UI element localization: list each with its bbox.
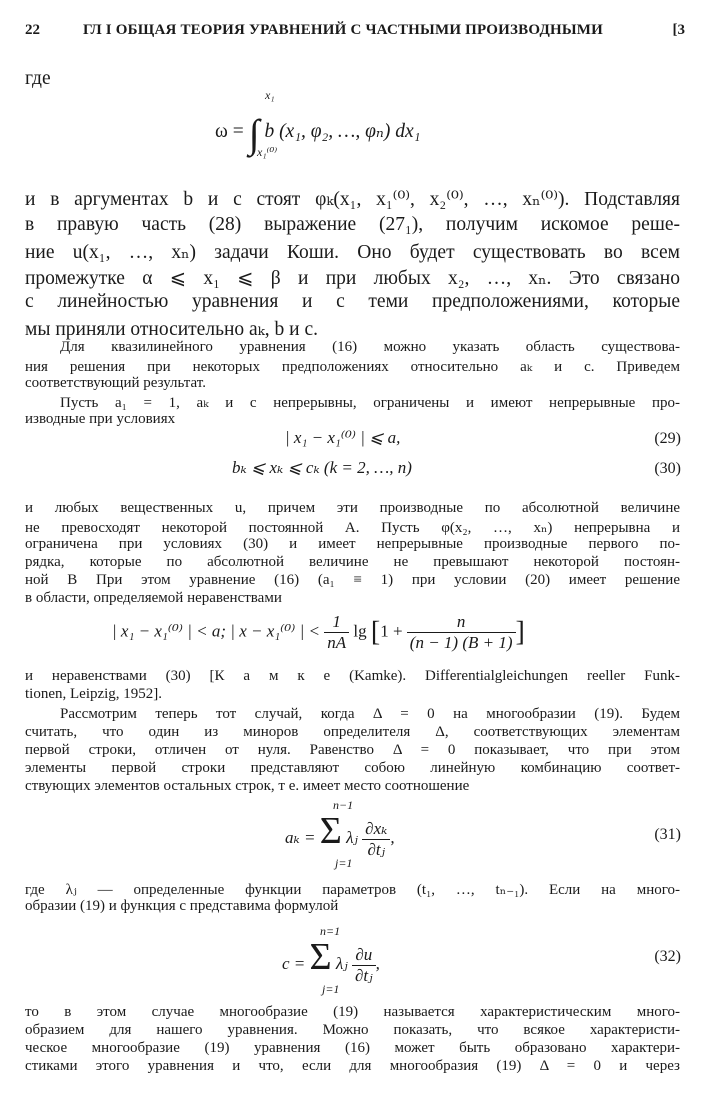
para4-line4: рядка, которые по абсолютной величине не превышают некоторой постоян-	[25, 554, 680, 570]
para1-line6: мы приняли относительно aₖ, b и c.	[25, 319, 319, 340]
para8-line1: то в этом случае многообразие (19) называется характеристическим много-	[25, 1004, 680, 1020]
summation-sign: Σ	[309, 936, 332, 978]
equation-32-number: (32)	[654, 948, 681, 965]
left-bracket: [	[370, 616, 381, 648]
para3-line1: Пусть a₁ = 1, aₖ и c непрерывны, ограничены и имеют непрерывные про-	[60, 395, 680, 411]
para1-line1: и в аргументах b и c стоят φₖ(x₁, x₁⁽⁰⁾, x₂⁽⁰⁾, …, xₙ⁽⁰⁾). Подставляя	[25, 189, 680, 210]
eq32-sum-upper: n=1	[320, 924, 341, 938]
eq31-comma: ,	[390, 828, 395, 847]
para8-line3: ческое многообразие (19) уравнения (16) может быть образовано характери-	[25, 1040, 680, 1056]
one-plus: 1 +	[380, 621, 403, 641]
eq32-derivative	[352, 945, 376, 986]
para7-line1: где λⱼ — определенные функции параметров (t₁, …, tₙ₋₁). Если на много-	[25, 882, 680, 898]
para6-line1: Рассмотрим теперь тот случай, когда Δ = 0 на многообразии (19). Будем	[60, 706, 680, 722]
para4-line3: ограничена при условиях (30) и имеет непрерывные производные первого по-	[25, 536, 680, 552]
para4-line6: в области, определяемой неравенствами	[25, 590, 282, 606]
eq32-derivative-num: ∂u	[352, 945, 376, 966]
para2-line1: Для квазилинейного уравнения (16) можно указать область существова-	[60, 339, 680, 355]
section-number: [3	[672, 22, 685, 38]
omega-body: b (x₁, φ₂, …, φₙ) dx₁	[264, 121, 421, 142]
para6-line2: считать, что один из миноров определителя Δ, соответствующих элементам	[25, 724, 680, 740]
eq32-comma: ,	[375, 954, 380, 973]
para8-line2: образием для нашего уравнения. Можно показать, что всякое характеристи-	[25, 1022, 680, 1038]
equation-31	[285, 798, 395, 870]
para3-line2: изводные при условиях	[25, 411, 176, 427]
eq32-derivative-den: ∂tⱼ	[355, 965, 373, 985]
omega-lhs: ω =	[215, 121, 244, 142]
para2-line2: ния решения при некоторых предположениях относительно aₖ и c. Приведем	[25, 359, 680, 375]
para7-line2: образии (19) и функция c представима формулой	[25, 898, 339, 914]
summation-sign: Σ	[319, 810, 342, 852]
fraction-denominator-expr: (n − 1) (B + 1)	[409, 633, 513, 652]
eq31-derivative	[362, 819, 390, 860]
eq32-sum-lower: j=1	[322, 982, 340, 996]
right-bracket: ]	[515, 616, 525, 648]
para6-line3: первой строки, отличен от нуля. Равенство Δ = 0 показывает, что при этом	[25, 742, 680, 758]
eq32-lhs: c =	[282, 954, 306, 973]
equation-omega	[215, 88, 421, 159]
integral-sign: ∫	[248, 111, 260, 156]
para6-line4: элементы первой строки представляют собою линейную комбинацию соответ-	[25, 760, 680, 776]
equation-region	[112, 612, 525, 653]
region-inequalities: | x₁ − x₁⁽⁰⁾ | < a; | x − x₁⁽⁰⁾ | <	[112, 621, 320, 641]
eq31-derivative-den: ∂tⱼ	[367, 839, 386, 859]
para1-line4: промежутке α ⩽ x₁ ⩽ β и при любых x₂, …, xₙ. Это связано	[25, 268, 680, 289]
para1-line2: в правую часть (28) выражение (27₁), получим искомое реше-	[25, 214, 680, 235]
para4-line5: ной B При этом уравнение (16) (a₁ ≡ 1) при условии (20) имеет решение	[25, 572, 680, 588]
para4-line2: не превосходят некоторой постоянной A. Пусть φ(x₂, …, xₙ) непрерывна и	[25, 520, 680, 536]
equation-32	[282, 924, 380, 996]
eq31-lambda: λⱼ	[346, 828, 358, 847]
equation-29: | x₁ − x₁⁽⁰⁾ | ⩽ a,	[285, 428, 401, 447]
fraction-n-over-expr	[407, 612, 516, 653]
eq31-derivative-num: ∂xₖ	[362, 819, 390, 840]
equation-30: bₖ ⩽ xₖ ⩽ cₖ (k = 2, …, n)	[232, 458, 412, 477]
para4-line1: и любых вещественных u, причем эти производные по абсолютной величине	[25, 500, 680, 516]
equation-30-number: (30)	[654, 460, 681, 477]
para6-line5: ствующих элементов остальных строк, т е. имеет место соотношение	[25, 778, 470, 794]
para5-line2: tionen, Leipzig, 1952].	[25, 686, 163, 702]
equation-31-number: (31)	[654, 826, 681, 843]
chapter-title: ГЛ I ОБЩАЯ ТЕОРИЯ УРАВНЕНИЙ С ЧАСТНЫМИ ПРОИЗВОДНЫМИ	[83, 22, 604, 38]
fraction-denominator: nA	[327, 633, 347, 652]
para2-line3: соответствующий результат.	[25, 375, 206, 391]
fraction-1-over-nA	[324, 612, 349, 653]
eq31-lhs: aₖ =	[285, 828, 316, 847]
lg-operator: lg	[353, 621, 367, 641]
eq31-sum-upper: n−1	[333, 798, 354, 812]
equation-29-number: (29)	[654, 430, 681, 447]
page-number: 22	[25, 22, 40, 38]
fraction-numerator: 1	[324, 612, 349, 633]
eq31-sum-lower: j=1	[335, 856, 353, 870]
para8-line4: стиками этого уравнения и что, если для многообразия (19) Δ = 0 и через	[25, 1058, 680, 1074]
integral-upper-limit: x₁	[265, 88, 275, 102]
eq32-lambda: λⱼ	[335, 954, 348, 973]
fraction-numerator-n: n	[407, 612, 516, 633]
para1-line5: с линейностью уравнения и с теми предположениями, которые	[25, 291, 680, 312]
integral-lower-limit: x₁⁽⁰⁾	[257, 145, 278, 159]
where-word: где	[25, 68, 51, 89]
para1-line3: ние u(x₁, …, xₙ) задачи Коши. Оно будет существовать во всем	[25, 242, 680, 263]
para5-line1: и неравенствами (30) [К а м к е (Kamke). Differentialgleichungen reeller Funk-	[25, 668, 680, 684]
